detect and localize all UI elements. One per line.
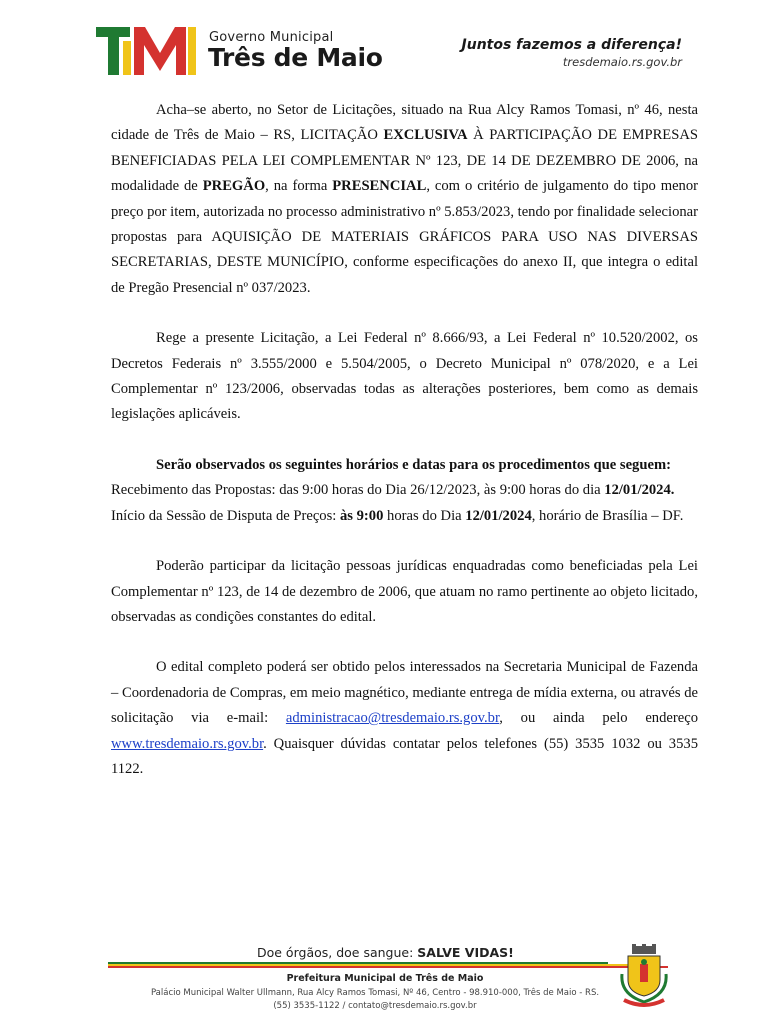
paragraph-1 — [111, 98, 698, 301]
p1-bold-pregao: PREGÃO — [202, 178, 266, 195]
p5-text-3: . Quaisquer dúvidas contatar pelos telefones (55) 3535 1032 ou 3535 1122. — [111, 735, 698, 777]
paragraph-4: Poderão participar da licitação pessoas jurídicas enquadradas como beneficiadas pela Lei Complementar nº 123, de 14 de dezembro de 2006, que atuam no ramo pertinente ao objeto licitado, observadas as condições constantes do edital. — [111, 558, 698, 625]
tm-logo — [96, 27, 196, 75]
schedule-line-2 — [111, 504, 698, 529]
donate-banner — [257, 945, 514, 960]
schedule-line-2-a: Início da Sessão de Disputa de Preços: — [111, 507, 340, 524]
website-link[interactable]: www.tresdemaio.rs.gov.br — [111, 735, 264, 752]
p1-text-4: , com o critério de julgamento do tipo menor preço por item, autorizada no processo administrativo nº 5.853/2023, tendo por finalidade selecionar propostas para AQUISIÇÃO DE MATERIAIS GRÁFICOS PARA USO NAS DIVERSAS SECRETARIAS, DESTE MUNICÍPIO, conforme especificações do anexo II, que integra o edital de Pregão Presencial nº 037/2023. — [111, 178, 699, 296]
schedule-line-1 — [111, 478, 698, 503]
footer-address: Palácio Municipal Walter Ullmann, Rua Alcy Ramos Tomasi, Nº 46, Centro - 98.910-000, Três de Maio - RS. — [150, 988, 600, 998]
municipal-crest-icon — [618, 944, 670, 1010]
schedule-line-2-date: 12/01/2024 — [465, 507, 532, 524]
schedule-line-1-text: Recebimento das Propostas: das 9:00 horas do Dia 26/12/2023, às 9:00 horas do dia — [111, 482, 605, 499]
gov-line2: Três de Maio — [208, 43, 383, 72]
paragraph-5 — [111, 655, 698, 782]
document-body — [111, 98, 698, 782]
header-website: tresdemaio.rs.gov.br — [562, 55, 682, 69]
donate-text: Doe órgãos, doe sangue: — [257, 945, 418, 960]
p1-text-1: Acha–se aberto, no Setor de Licitações, situado na Rua Alcy Ramos Tomasi, nº 46, nesta cidade de Três de Maio – RS, LICITAÇÃO — [111, 102, 698, 144]
p5-text-1: O edital completo poderá ser obtido pelos interessados na Secretaria Municipal de Fazenda – Coordenadoria de Compras, em meio magnético, mediante entrega de mídia externa, ou através de solicitação via e-mail: — [111, 659, 698, 727]
paragraph-2: Rege a presente Licitação, a Lei Federal nº 8.666/93, a Lei Federal nº 10.520/2002, os Decretos Federais nº 3.555/2000 e 5.504/2005, o Decreto Municipal nº 078/2020, e a Lei Complementar nº 123/2006, observadas todas as alterações posteriores, bem como as demais legislações aplicáveis. — [111, 330, 698, 423]
footer-contact: (55) 3535-1122 / contato@tresdemaio.rs.gov.br — [273, 1001, 477, 1011]
p1-text-2: À PARTICIPAÇÃO DE EMPRESAS BENEFICIADAS PELA LEI COMPLEMENTAR Nº 123, DE 14 DE DEZEMBRO DE 2006, na modalidade de — [111, 127, 698, 195]
p1-bold-presencial: PRESENCIAL — [332, 178, 427, 195]
footer-rule-yellow — [108, 964, 648, 966]
slogan: Juntos fazemos a diferença! — [461, 37, 682, 53]
p1-bold-exclusiva: EXCLUSIVA — [383, 127, 468, 144]
schedule-heading — [111, 453, 698, 478]
gov-line1: Governo Municipal — [209, 30, 334, 45]
donate-bold: SALVE VIDAS! — [417, 945, 514, 960]
schedule-line-2-e: , horário de Brasília – DF. — [531, 507, 684, 524]
footer-rule-green — [108, 962, 608, 964]
footer-title: Prefeitura Municipal de Três de Maio — [286, 973, 484, 984]
p5-text-2: , ou ainda pelo endereço — [499, 710, 698, 727]
schedule-heading-text: Serão observados os seguintes horários e datas para os procedimentos que seguem: — [156, 456, 671, 473]
p1-text-3: , na forma — [265, 178, 333, 195]
schedule-line-1-date: 12/01/2024. — [604, 482, 675, 499]
schedule-line-2-c: horas do Dia — [383, 507, 466, 524]
email-link[interactable]: administracao@tresdemaio.rs.gov.br — [285, 710, 500, 727]
schedule-line-2-time: às 9:00 — [340, 507, 384, 524]
footer-rule-red — [108, 966, 668, 968]
